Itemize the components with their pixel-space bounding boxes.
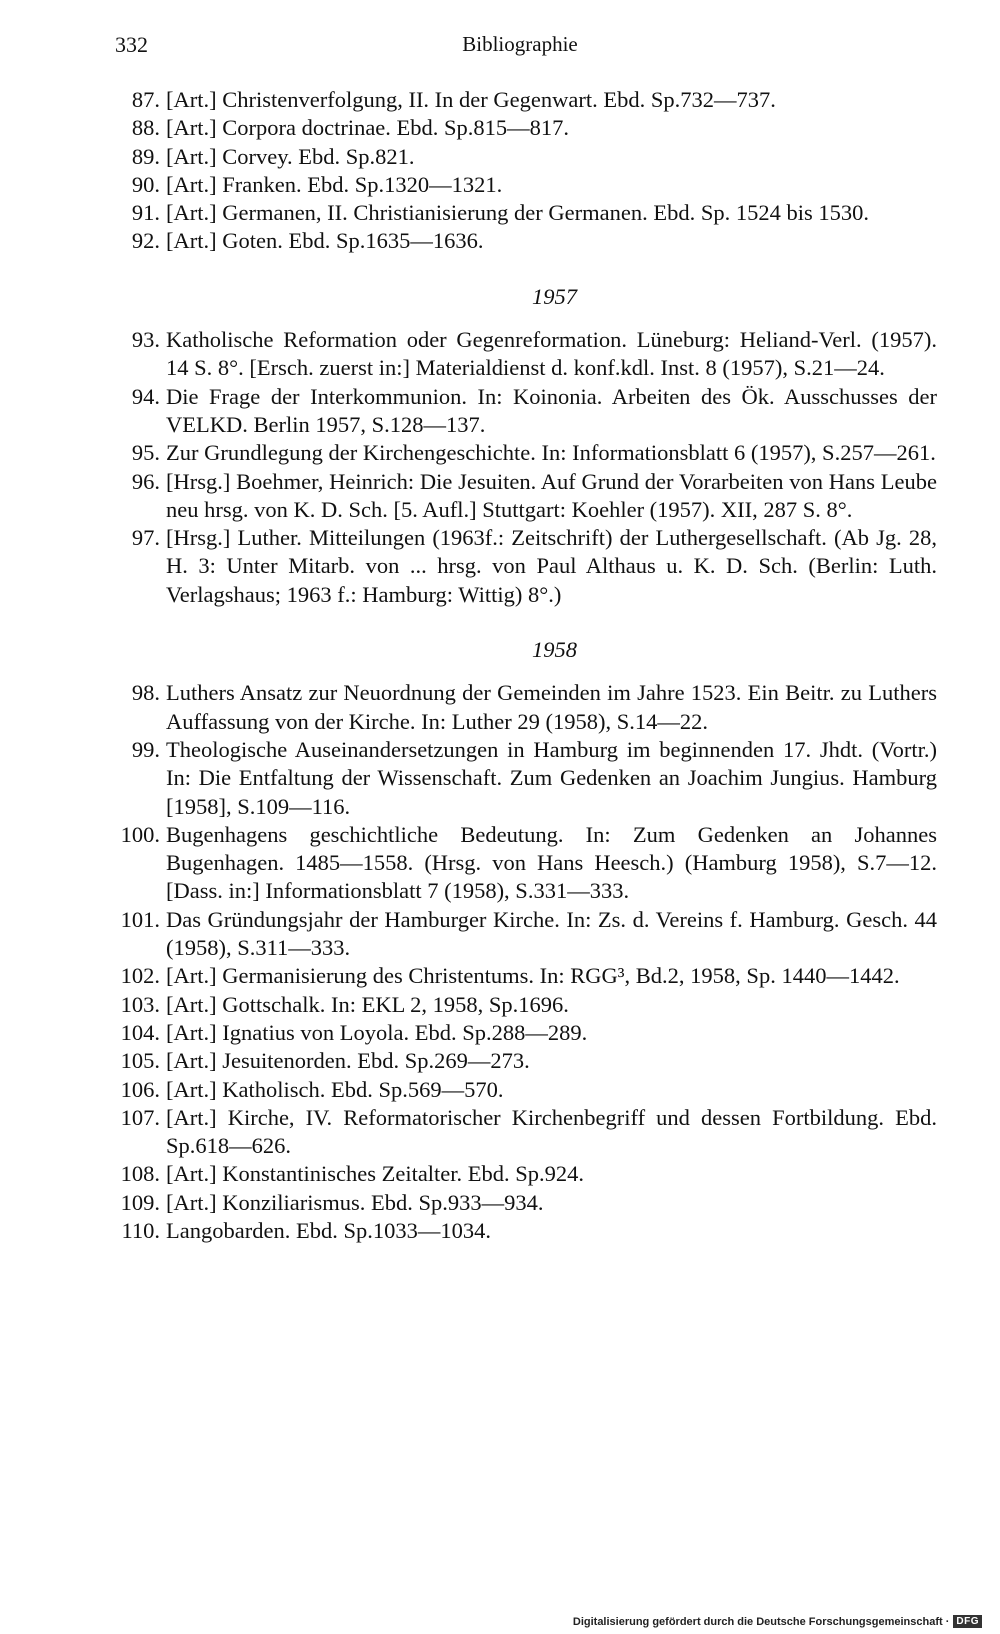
entry-number: 108. [120, 1161, 160, 1187]
entry-list [112, 326, 937, 609]
entry-text: [Art.] Christenverfolgung, II. In der Gegenwart. Ebd. Sp.732—737. [166, 87, 776, 112]
entry-number: 96. [131, 468, 160, 494]
entry-number: 109. [120, 1189, 160, 1215]
bibliography-entry [112, 821, 937, 906]
entry-text: [Art.] Germanen, II. Christianisierung der Germanen. Ebd. Sp. 1524 bis 1530. [166, 200, 869, 226]
bibliography-entry [112, 1047, 937, 1075]
entry-number: 92. [131, 228, 160, 254]
bibliography-content [112, 86, 937, 1245]
bibliography-entry [112, 736, 937, 821]
entry-number: 95. [131, 440, 160, 466]
entry-list [112, 86, 937, 256]
entry-text: [Art.] Kirche, IV. Reformatorischer Kirchenbegriff und dessen Fortbildung. Ebd. Sp.618—626. [166, 1104, 937, 1159]
bibliography-entry [112, 326, 937, 383]
entry-text: Das Gründungsjahr der Hamburger Kirche. In: Zs. d. Vereins f. Hamburg. Gesch. 44 (1958), S.311—333. [166, 906, 937, 961]
entry-text: [Art.] Katholisch. Ebd. Sp.569—570. [166, 1076, 504, 1102]
bibliography-entry [112, 524, 937, 609]
page-number: 332 [115, 32, 148, 57]
bibliography-entry [112, 171, 937, 199]
entry-number: 103. [120, 991, 160, 1017]
entry-text: Katholische Reformation oder Gegenreformation. Lüneburg: Heliand-Verl. (1957). 14 S. 8°. [Ersch. zuerst in:] Materialdienst d. konf.kdl. Inst. 8 (1957), S.21—24. [166, 327, 937, 381]
entry-number: 98. [131, 680, 160, 706]
year-heading: 1958 [532, 637, 577, 663]
bibliography-entry [112, 991, 937, 1019]
year-heading: 1957 [532, 283, 577, 309]
bibliography-entry [112, 143, 937, 171]
bibliography-entry [112, 468, 937, 525]
entry-number: 88. [131, 115, 160, 141]
entry-text: Luthers Ansatz zur Neuordnung der Gemeinden im Jahre 1523. Ein Beitr. zu Luthers Auffassung von der Kirche. In: Luther 29 (1958), S.14—22. [166, 680, 937, 734]
entry-text: [Art.] Franken. Ebd. Sp.1320—1321. [166, 171, 503, 197]
entry-number: 106. [120, 1076, 160, 1102]
entry-number: 110. [121, 1217, 160, 1243]
bibliography-entry [112, 199, 937, 227]
entry-number: 105. [120, 1048, 160, 1074]
entry-number: 91. [131, 200, 160, 226]
bibliography-entry [112, 1019, 937, 1047]
bibliography-entry [112, 1160, 937, 1188]
entry-number: 97. [131, 525, 160, 551]
entry-text: [Art.] Gottschalk. In: EKL 2, 1958, Sp.1696. [166, 991, 569, 1017]
digitization-footer [573, 1615, 982, 1628]
bibliography-entry [112, 962, 937, 990]
entry-number: 90. [131, 171, 160, 197]
footer-note: Digitalisierung gefördert durch die Deutsche Forschungsgemeinschaft · [572, 1615, 950, 1628]
bibliography-entry [112, 114, 937, 142]
bibliography-entry [112, 1104, 937, 1161]
entry-text: Langobarden. Ebd. Sp.1033—1034. [166, 1217, 491, 1243]
entry-text: [Hrsg.] Boehmer, Heinrich: Die Jesuiten. Auf Grund der Vorarbeiten von Hans Leube neu hrsg. von K. D. Sch. [5. Aufl.] Stuttgart: Koehler (1957). XII, 287 S. 8°. [166, 468, 937, 522]
entry-text: [Art.] Konziliarismus. Ebd. Sp.933—934. [166, 1189, 544, 1215]
bibliography-entry [112, 906, 937, 963]
entry-number: 89. [131, 143, 160, 169]
entry-number: 102. [120, 963, 160, 989]
entry-text: [Art.] Corvey. Ebd. Sp.821. [166, 143, 415, 169]
entry-text: [Hrsg.] Luther. Mitteilungen (1963f.: Zeitschrift) der Luthergesellschaft. (Ab Jg. 28, H. 3: Unter Mitarb. von ... hrsg. von Paul Althaus u. K. D. Sch. (Berlin: Luth. Verlagshaus; 1963 f.: Hamburg: Wittig) 8°.) [166, 525, 937, 607]
entry-number: 94. [131, 383, 160, 409]
entry-number: 99. [131, 736, 160, 762]
bibliography-entry [112, 1189, 937, 1217]
entry-number: 100. [120, 821, 160, 847]
entry-text: Die Frage der Interkommunion. In: Koinonia. Arbeiten des Ök. Ausschusses der VELKD. Berlin 1957, S.128—137. [166, 383, 937, 437]
entry-text: [Art.] Ignatius von Loyola. Ebd. Sp.288—289. [166, 1019, 588, 1045]
bibliography-entry [112, 86, 937, 114]
bibliography-entry [112, 1076, 937, 1104]
entry-number: 87. [131, 87, 160, 112]
entry-text: [Art.] Goten. Ebd. Sp.1635—1636. [166, 228, 484, 254]
entry-text: Zur Grundlegung der Kirchengeschichte. In: Informationsblatt 6 (1957), S.257—261. [166, 440, 936, 466]
bibliography-entry [112, 439, 937, 467]
entry-number: 93. [131, 327, 160, 353]
bibliography-entry [112, 383, 937, 440]
entry-text: [Art.] Germanisierung des Christentums. In: RGG³, Bd.2, 1958, Sp. 1440—1442. [166, 963, 900, 989]
bibliography-entry [112, 679, 937, 736]
entry-number: 107. [120, 1104, 160, 1130]
dfg-logo: DFG [953, 1615, 982, 1628]
entry-list [112, 679, 937, 1245]
entry-text: Theologische Auseinandersetzungen in Hamburg im beginnenden 17. Jhdt. (Vortr.) In: Die Entfaltung der Wissenschaft. Zum Gedenken an Joachim Jungius. Hamburg [1958], S.109—116. [166, 736, 937, 819]
entry-text: [Art.] Corpora doctrinae. Ebd. Sp.815—817. [166, 115, 570, 141]
entry-number: 101. [120, 906, 160, 932]
bibliography-entry [112, 227, 937, 255]
entry-text: Bugenhagens geschichtliche Bedeutung. In: Zum Gedenken an Johannes Bugenhagen. 1485—1558. (Hrsg. von Hans Heesch.) (Hamburg 1958), S.7—12. [Dass. in:] Informationsblatt 7 (1958), S.331—333. [166, 821, 937, 904]
entry-text: [Art.] Konstantinisches Zeitalter. Ebd. Sp.924. [166, 1161, 585, 1187]
running-head: Bibliographie [462, 32, 578, 56]
entry-number: 104. [120, 1019, 160, 1045]
bibliography-entry [112, 1217, 937, 1245]
entry-text: [Art.] Jesuitenorden. Ebd. Sp.269—273. [166, 1048, 530, 1074]
